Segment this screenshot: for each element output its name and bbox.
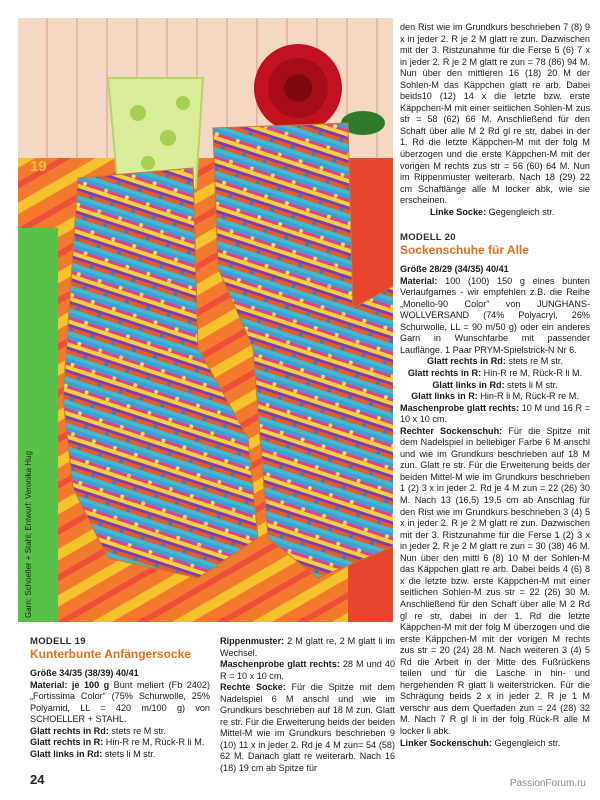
right-sock-text: Für die Spitze mit dem Nadelspiel 6 M anschl und wie im Grundkurs beschrieben auf 18 M zun. Glatt re str. Für die Erweiterung beids der beiden Mittel-M wie im Grundkurs beschrieben 9 (10) 11 x in jeder 2. Rd je 4 M zun= 54 (58) 62 M. Danach glatt re weiterarb. Nach 16 (18) 19 cm ab Spitze für bbox=[220, 682, 396, 774]
model-label: MODELL 19 bbox=[30, 636, 86, 647]
left-sock-text: Gegengleich str. bbox=[488, 206, 555, 217]
gauge-text: 10 M und 16 R = 10 x 10 cm. bbox=[400, 402, 590, 425]
material-label: Material: bbox=[400, 275, 438, 286]
stitch-text: stets re M str. bbox=[111, 725, 166, 736]
right-shoe-line bbox=[400, 426, 590, 738]
left-sock-label: Linke Socke: bbox=[430, 206, 487, 217]
stitch-line bbox=[30, 726, 210, 738]
left-shoe-line bbox=[400, 738, 590, 750]
stitch-text: stets re M str. bbox=[508, 356, 563, 367]
stitch-label: Glatt links in Rd: bbox=[30, 748, 103, 759]
stitch-label: Glatt links in Rd: bbox=[432, 379, 505, 390]
gauge-label: Maschenprobe glatt rechts: bbox=[220, 659, 340, 670]
stitch-line bbox=[30, 749, 210, 761]
material-label: Material: bbox=[30, 679, 68, 690]
socks-illustration bbox=[18, 18, 393, 622]
photo-credit: Garn: Schoeller + Stahl; Entwurf: Veronika Hug bbox=[24, 451, 33, 618]
material-text: 100 (100) 150 g eines bunten Verlaufgarnes - wir empfehlen z.B. die Reihe „Monello-90 Color“ von JUNGHANS-WOLLVERSAND (74% Polyacryl, 26% Schurwolle, LL = 90 m/50 g) oder ein anderes Garn in Wunschfarbe mit passender Lauflänge. 1 Paar PRYM-Spielstrick-N Nr 6. bbox=[400, 275, 590, 355]
stitch-text: stets li M str. bbox=[104, 748, 156, 759]
instructions-continued bbox=[400, 22, 590, 218]
right-shoe-label: Rechter Sockenschuh: bbox=[400, 425, 503, 436]
model-20-section bbox=[400, 232, 590, 749]
gauge-line bbox=[400, 403, 590, 426]
stitch-label: Glatt rechts in Rd: bbox=[427, 356, 506, 367]
photo-number: 19 bbox=[30, 158, 47, 175]
product-photo bbox=[18, 18, 393, 622]
rib-text: 2 M glatt re, 2 M glatt li im Wechsel. bbox=[220, 636, 395, 658]
left-shoe-label: Linker Sockenschuh: bbox=[400, 737, 492, 748]
right-sock-label: Rechte Socke: bbox=[220, 682, 286, 693]
right-shoe-text: Für die Spitze mit dem Nadelspiel in beliebiger Farbe 6 M anschl und wie im Grundkurs beschrieben auf 18 M zun. Glatt re str. Für die Erweiterung beids der beiden Mittel-M wie im Grundkurs beschrieben 1 (2) 3 x in jeder 2. Rd je 4 M zun = 22 (26) 30 M. Nach 13 (16,5) 19,5 cm ab Anschlag für den Rist wie im Grundkurs beschrieben 3 (4) 5 x in jeder 2. R je 2 M glatt re zun. Dazwischen mit der 3. Ristzunahme für die Ferse 1 (2) 3 x in jeder 2. R je 2 M glatt re zun = 30 (38) 46 M. Nun über den mittl 6 (8) 10 M der Sohlen-M das Käppchen glatt re arb. Dabei beids 4 (6) 8 x die letzte bzw. erste Käppchen-M mit einer seitlichen Sohlen-M zus str = 22 (26) 30 M. Anschließend für den Schaft über alle M 2 Rd gl re str, dabei in der 1. Rd die letzte Käppchen-M mit der folg M überzogen und die erste Käppchen-M mit der vorigen M rechts zus str = 20 (24) 28 M. Nach weiteren 3 (4) 5 Rd die Arbeit in der Mitte des Fußrückens teilen und für die Lasche in hin- und hergehenden R glatt li weiterstricken. Für die Schrägung beids 2 x in jeder 2. R je 1 M verschr aus dem Querfaden zun = 24 (28) 32 M. Nach 7 R gl li in der folg Rück-R alle M locker li abk. bbox=[400, 425, 591, 736]
stitch-line bbox=[30, 737, 210, 749]
stitch-label: Glatt links in R: bbox=[411, 391, 478, 402]
model-title: Sockenschuhe für Alle bbox=[400, 242, 529, 257]
gauge-label: Maschenprobe glatt rechts: bbox=[400, 402, 520, 413]
model-label: MODELL 20 bbox=[400, 232, 456, 243]
material-amount: je 100 g bbox=[71, 679, 110, 690]
size-line: Größe 28/29 (34/35) 40/41 bbox=[400, 264, 509, 275]
stitch-line bbox=[400, 391, 590, 403]
left-shoe-text: Gegengleich str. bbox=[494, 737, 561, 748]
material-line bbox=[30, 680, 210, 726]
page-number: 24 bbox=[30, 772, 45, 787]
material-line bbox=[400, 276, 590, 357]
rib-line bbox=[220, 636, 395, 659]
left-sock-line bbox=[400, 207, 590, 219]
stitch-text: Hin-R re M, Rück-R li M. bbox=[483, 368, 583, 379]
stitch-text: Hin-R li M, Rück-R re M. bbox=[480, 391, 579, 402]
size-line: Größe 34/35 (38/39) 40/41 bbox=[30, 668, 139, 679]
rib-label: Rippenmuster: bbox=[220, 636, 285, 646]
stitch-text: stets li M str. bbox=[507, 379, 558, 390]
right-sock-line bbox=[220, 682, 395, 774]
stitch-label: Glatt rechts in R: bbox=[30, 737, 104, 748]
model-19-continued bbox=[220, 636, 395, 775]
gauge-text: 28 M und 40 R = 10 x 10 cm. bbox=[220, 659, 396, 681]
model-title: Kunterbunte Anfängersocke bbox=[30, 646, 191, 661]
stitch-line bbox=[400, 368, 590, 380]
stitch-text: Hin-R re M, Rück-R li M. bbox=[105, 737, 205, 748]
model-19-section bbox=[30, 636, 210, 760]
material-text: Bunt meliert (Fb 2402) „Fortissima Color“ (75% Schurwolle, 25% Polyamid, LL = 420 m/100 g) von SCHOELLER + STAHL. bbox=[30, 679, 210, 725]
stitch-label: Glatt rechts in R: bbox=[407, 368, 482, 379]
stitch-label: Glatt rechts in Rd: bbox=[30, 725, 109, 736]
paragraph: den Rist wie im Grundkurs beschrieben 7 (8) 9 x in jeder 2. R je 2 M glatt re zun. Dazwischen mit der 3. Ristzunahme für die Ferse 5 (6) 7 x in jeder 2. R je 2 M glatt re zun = 78 (86) 94 M. Nun über den mittleren 16 (18) 20 M der Sohlen-M das Käppchen glatt re arb. Dabei beids10 (12) 14 x die letzte bzw. erste Käppchen-M mit einer seitlichen Sohlen-M zus str = 58 (62) 66 M. Anschließend für den Schaft über alle M 2 Rd gl re str, dabei in der 1. Rd die letzte Käppchen-M mit der folg M überzogen und die erste Käppchen-M mit der vorigen M rechts zus str = 56 (60) 64 M. Nun im Rippenmuster weiterarb. Nach 18 (29) 22 cm Schaftlänge alle M locker abk, wie sie erscheinen. bbox=[400, 22, 590, 206]
watermark: PassionForum.ru bbox=[509, 778, 586, 789]
stitch-line bbox=[400, 380, 590, 392]
stitch-line bbox=[400, 356, 590, 368]
gauge-line bbox=[220, 659, 395, 682]
